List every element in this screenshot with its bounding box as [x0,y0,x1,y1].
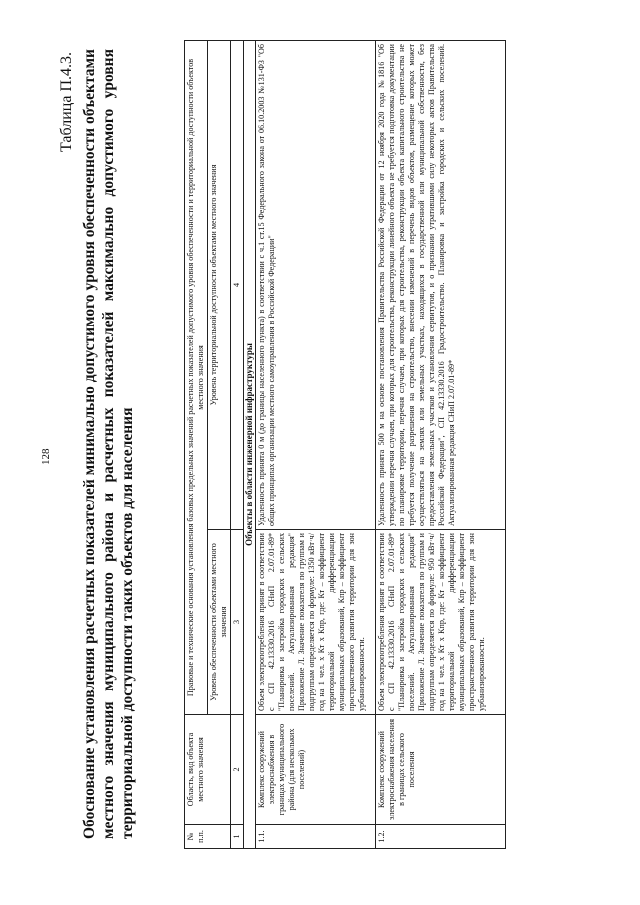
section-title: Объекты в области инженерной инфраструктуры [243,41,256,849]
row-number: 1.1. [256,825,376,849]
row-access: Удаленность принята 0 м (до границы населенного пункта) в соответствии с ч.1 ст.15 Федерального закона от 06.10.2003 №131-ФЗ "Об общих принципах организации местного самоуправления в Российской Федерации" [256,41,376,530]
table-label: Таблица П.4.3. [58,52,75,152]
header-access: Уровень территориальной доступности объектами местного значения [207,41,230,530]
row-provision: Объем электропотребления принят в соответствии с СП 42.13330.2016 СНиП 2.07.01-89* "Планировка и застройка городских и сельских поселений. Актуализированная редакция" Приложение Л. Значение показателя по группам и подгруппам определяется по формуле: 950 кВт·ч/год на 1 чел. х Кт х Кпр, где: Кт – коэффициент территориальной дифференциации муниципальных образований, Кпр – коэффициент пространственного развития территории для зон урбанизированности. [376,530,506,715]
rationale-table [184,40,506,849]
header-num: № п.п. [185,825,231,849]
table-row [256,41,376,849]
header-area: Область, вид объекта местного значения [185,715,231,825]
table-header-row [185,41,208,849]
document-title: Обоснование установления расчетных показателей минимально допустимого уровня обеспеченности объектами местного значения муниципального района и расчетных показателей максимально допустимого уровня территориальной доступности таких объектов для населения [81,49,136,839]
column-numbers-row [230,41,243,849]
row-area: Комплекс сооружений электроснабжения в границах муниципального района (для нескольких поселений) [256,715,376,825]
row-access: Удаленность принята 500 м на основе постановления Правительства Российской Федерации от 12 ноября 2020 года №1816 "Об утверждении перечня случаев, при которых для строительства, реконструкции линейного объекта не требуется подготовка документации по планировке территории, перечня случаев, при которых для строительства, реконструкции объекта капитального строительства не требуется получение разрешения на строительство, внесении изменений в перечень видов объектов, размещение которых может осуществляться на землях или земельных участках, находящихся в государственной или муниципальной собственности, без предоставления земельных участков и установления сервитутов, и о признании утратившими силу некоторых актов Правительства Российской Федерации", СП 42.13330.2016 Градостроительство. Планировка и застройка городских и сельских поселений. Актуализированная редакция СНиП 2.07.01-89* [376,41,506,530]
column-number: 4 [230,41,243,530]
header-group: Правовые и технические основания установления базовых предельных значений расчетных показателей допустимого уровня обеспеченности и территориальной доступности объектов местного значения [185,41,208,715]
page-number: 128 [40,448,52,465]
header-provision: Уровень обеспеченности объектами местного значения [207,530,230,715]
table-row [376,41,506,849]
column-number: 3 [230,530,243,715]
row-provision: Объем электропотребления принят в соответствии с СП 42.13330.2016 СНиП 2.07.01-89* "Планировка и застройка городских и сельских поселений. Актуализированная редакция" Приложение Л. Значение показателя по группам и подгруппам определяется по формуле: 1350 кВт·ч/год на 1 чел. х Кт х Кпр, где: Кт – коэффициент территориальной дифференциации муниципальных образований, Кпр – коэффициент пространственного развития территории для зон урбанизированности. [256,530,376,715]
column-number: 2 [230,715,243,825]
column-number: 1 [230,825,243,849]
row-area: Комплекс сооружений электроснабжения населения в границах сельского поселения [376,715,506,825]
section-row [243,41,256,849]
row-number: 1.2. [376,825,506,849]
